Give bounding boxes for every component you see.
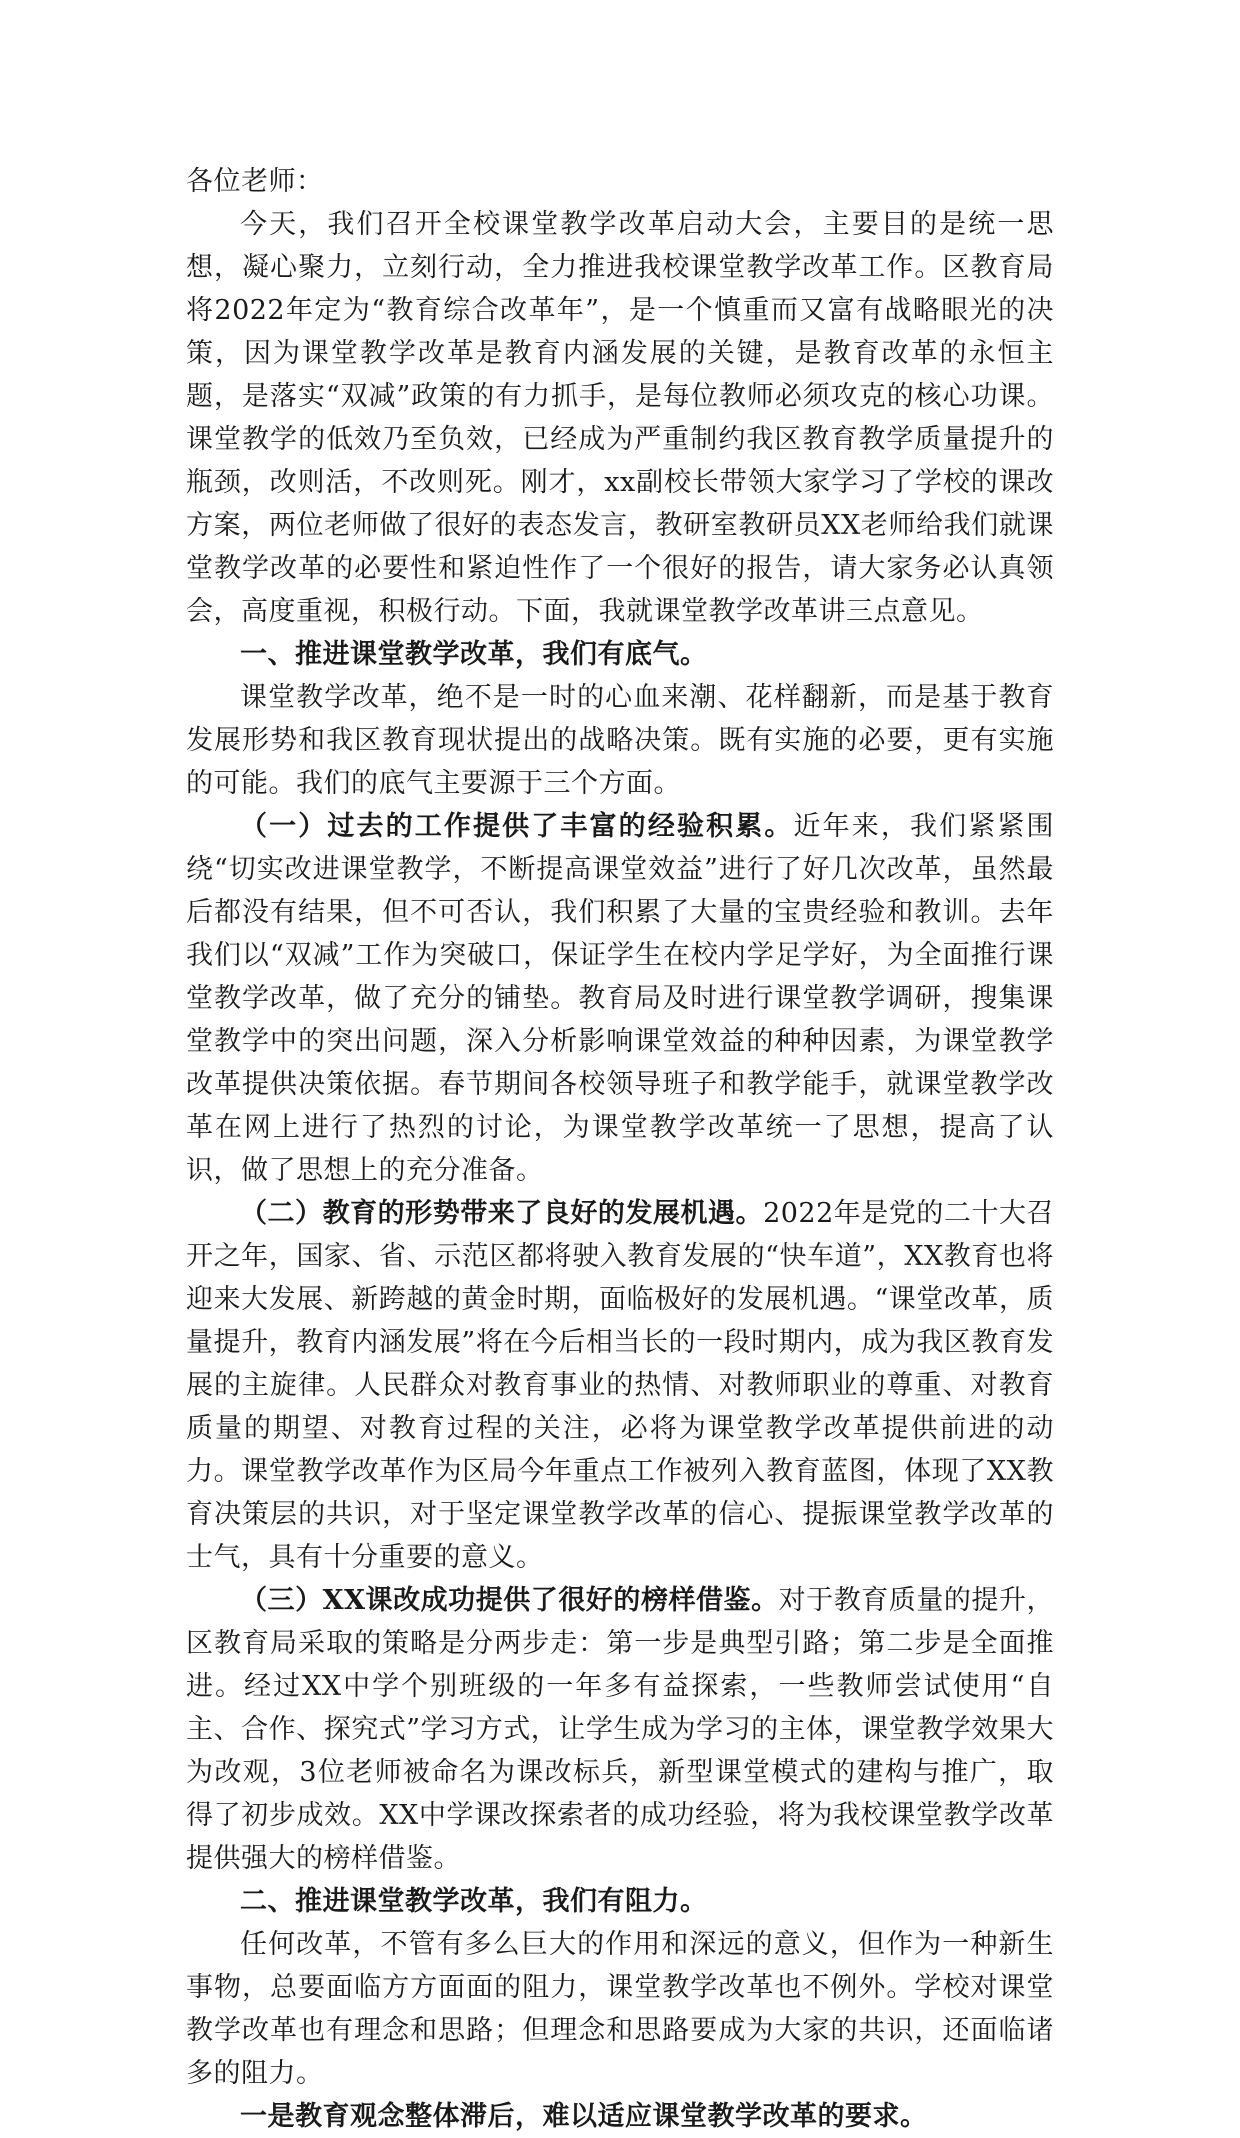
section-1-point-1 [186,805,1054,1192]
point-1-body: 近年来，我们紧紧围绕“切实改进课堂教学，不断提高课堂效益”进行了好几次改革，虽然最后都没有结果，但不可否认，我们积累了大量的宝贵经验和教训。去年我们以“双减”工作为突破口，保证学生在校内学足学好，为全面推行课堂教学改革，做了充分的铺垫。教育局及时进行课堂教学调研，搜集课堂教学中的突出问题，深入分析影响课堂效益的种种因素，为课堂教学改革提供决策依据。春节期间各校领导班子和教学能手，就课堂教学改革在网上进行了热烈的讨论，为课堂教学改革统一了思想，提高了认识，做了思想上的充分准备。 [186,811,1055,1186]
greeting: 各位老师： [186,166,324,197]
section-2-heading: 二、推进课堂教学改革，我们有阻力。 [240,1886,708,1917]
point-3-body: 对于教育质量的提升，区教育局采取的策略是分两步走：第一步是典型引路；第二步是全面推进。经过XX中学个别班级的一年多有益探索，一些教师尝试使用“自主、合作、探究式”学习方式，让学生成为学习的主体，课堂教学效果大为改观，3位老师被命名为课改标兵，新型课堂模式的建构与推广，取得了初步成效。XX中学课改探索者的成功经验，将为我校课堂教学改革提供强大的榜样借鉴。 [186,1585,1054,1874]
point-3-title: （三）XX课改成功提供了很好的榜样借鉴。 [240,1585,779,1616]
section-1-point-2 [186,1192,1054,1579]
intro-paragraph: 今天，我们召开全校课堂教学改革启动大会，主要目的是统一思想，凝心聚力，立刻行动，全力推进我校课堂教学改革工作。区教育局将2022年定为“教育综合改革年”，是一个慎重而又富有战略眼光的决策，因为课堂教学改革是教育内涵发展的关键，是教育改革的永恒主题，是落实“双减”政策的有力抓手，是每位教师必须攻克的核心功课。课堂教学的低效乃至负效，已经成为严重制约我区教育教学质量提升的瓶颈，改则活，不改则死。刚才，xx副校长带领大家学习了学校的课改方案，两位老师做了很好的表态发言，教研室教研员XX老师给我们就课堂教学改革的必要性和紧迫性作了一个很好的报告，请大家务必认真领会，高度重视，积极行动。下面，我就课堂教学改革讲三点意见。 [186,209,1054,627]
point-2-title: （二）教育的形势带来了良好的发展机遇。 [240,1198,764,1229]
document-page [186,160,1054,2138]
section-2-intro: 任何改革，不管有多么巨大的作用和深远的意义，但作为一种新生事物，总要面临方方面面的阻力，课堂教学改革也不例外。学校对课堂教学改革也有理念和思路；但理念和思路要成为大家的共识，还面临诸多的阻力。 [186,1929,1054,2089]
point-2-body: 2022年是党的二十大召开之年，国家、省、示范区都将驶入教育发展的“快车道”，XX教育也将迎来大发展、新跨越的黄金时期，面临极好的发展机遇。“课堂改革，质量提升，教育内涵发展”将在今后相当长的一段时期内，成为我区教育发展的主旋律。人民群众对教育事业的热情、对教师职业的尊重、对教育质量的期望、对教育过程的关注，必将为课堂教学改革提供前进的动力。课堂教学改革作为区局今年重点工作被列入教育蓝图，体现了XX教育决策层的共识，对于坚定课堂教学改革的信心、提振课堂教学改革的士气，具有十分重要的意义。 [186,1198,1055,1573]
section-1-point-3 [186,1579,1054,1880]
section-2-point-1: 一是教育观念整体滞后，难以适应课堂教学改革的要求。 [240,2101,928,2132]
section-1-heading: 一、推进课堂教学改革，我们有底气。 [240,639,708,670]
section-1-intro: 课堂教学改革，绝不是一时的心血来潮、花样翻新，而是基于教育发展形势和我区教育现状提出的战略决策。既有实施的必要，更有实施的可能。我们的底气主要源于三个方面。 [186,682,1054,799]
point-1-title: （一）过去的工作提供了丰富的经验积累。 [240,811,794,842]
